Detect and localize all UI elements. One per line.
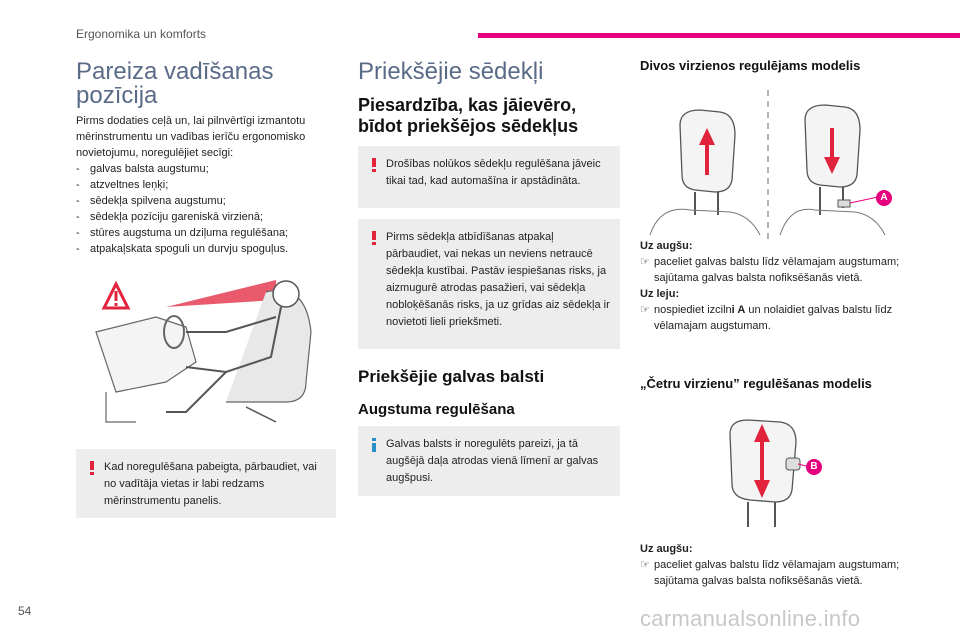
driving-position-illustration [76,272,338,432]
four-way-heading: „Četru virzienu” regulēšanas modelis [640,376,872,391]
header-accent-bar [478,33,960,38]
exclamation-icon [85,461,99,475]
two-way-instructions [640,238,902,334]
exclamation-icon [367,231,381,245]
pointer-bullet-icon: ☞ [640,559,650,571]
list-item: - sēdekļa pozīciju gareniskā virzienā; [76,209,338,225]
warning-text: Drošības nolūkos sēdekļu regulēšana jāveic tikai tad, kad automašīna ir apstādināta. [386,158,601,187]
down-text-bold: i A [731,304,746,316]
adjust-list [76,161,338,257]
headrests-heading: Priekšējie galvas balsti [358,367,545,386]
precautions-heading [358,95,578,137]
warning-box-dashboard [76,449,336,518]
callout-a-badge: A [876,190,892,206]
info-text: Galvas balsts ir noregulēts pareizi, ja tā augšējā daļa atrodas vienā līmenī ar galvas augšpusi. [386,438,599,484]
info-icon [367,438,381,452]
precautions-heading-line2: bīdot priekšējos sēdekļus [358,116,579,136]
height-adjust-heading: Augstuma regulēšana [358,401,515,418]
down-text-part2: un nolaidiet galvas balstu līdz vēlamajam augstumam. [654,304,893,332]
up-instruction-text: paceliet galvas balstu līdz vēlamajam augstumam; sajūtama galvas balsta nofiksēšanās vietā. [654,256,900,284]
up-instruction [640,254,902,286]
up-instruction [640,557,902,589]
callout-b-badge: B [806,459,822,475]
page-title-line2: pozīcija [76,82,158,109]
precautions-heading-line1: Piesardzība, kas jāievēro, [358,95,577,115]
pointer-bullet-icon: ☞ [640,304,650,316]
down-instruction [640,302,902,334]
list-item: - sēdekļa spilvena augstumu; [76,193,338,209]
down-label: Uz leju: [640,288,680,300]
warning-text: Pirms sēdekļa atbīdīšanas atpakaļ pārbaudiet, vai nekas un neviens netraucē sēdekļa kustībai. Pastāv iespiešanas risks, ja aizmugurē atrodas pasažieri, vai sēdekļa nobloķēšanās risks, ja uz grīdas aiz sēdekļa ir novietoti lieli priekšmeti. [386,231,610,328]
exclamation-icon [367,158,381,172]
list-item: - atzveltnes leņķi; [76,177,338,193]
up-instruction-text: paceliet galvas balstu līdz vēlamajam augstumam; sajūtama galvas balsta nofiksēšanās vietā. [654,559,900,587]
watermark: carmanualsonline.info [640,606,861,631]
headrest-four-way-illustration [720,412,840,537]
section-header: Ergonomika un komforts [76,27,207,41]
list-item: - stūres augstuma un dziļuma regulēšana; [76,225,338,241]
headrest-two-way-illustration [640,90,902,240]
up-label: Uz augšu: [640,543,693,555]
up-label: Uz augšu: [640,240,693,252]
four-way-instructions [640,541,902,589]
warning-box-sliding [358,219,620,349]
list-item: - galvas balsta augstumu; [76,161,338,177]
two-way-heading: Divos virzienos regulējams modelis [640,58,861,73]
section-title-front-seats: Priekšējie sēdekļi [358,58,544,85]
list-item: - atpakaļskata spoguli un durvju spoguļus. [76,241,338,257]
sightline-icon [166,280,276,307]
page-title-line1: Pareiza vadīšanas [76,58,274,85]
page-title [76,60,273,108]
page-number: 54 [18,604,32,618]
down-text-part1: nospiediet izciln [654,304,732,316]
intro-text: Pirms dodaties ceļā un, lai pilnvērtīgi izmantotu mērinstrumentu un vadības ierīču ergonomisko novietojumu, noregulējiet secīgi: [76,115,306,159]
pointer-bullet-icon: ☞ [640,256,650,268]
intro-block [76,113,338,257]
warning-text: Kad noregulēšana pabeigta, pārbaudiet, vai no vadītāja vietas ir labi redzams mērinstrumentu panelis. [104,461,317,507]
info-box-headrest [358,426,620,496]
warning-box-stationary [358,146,620,208]
